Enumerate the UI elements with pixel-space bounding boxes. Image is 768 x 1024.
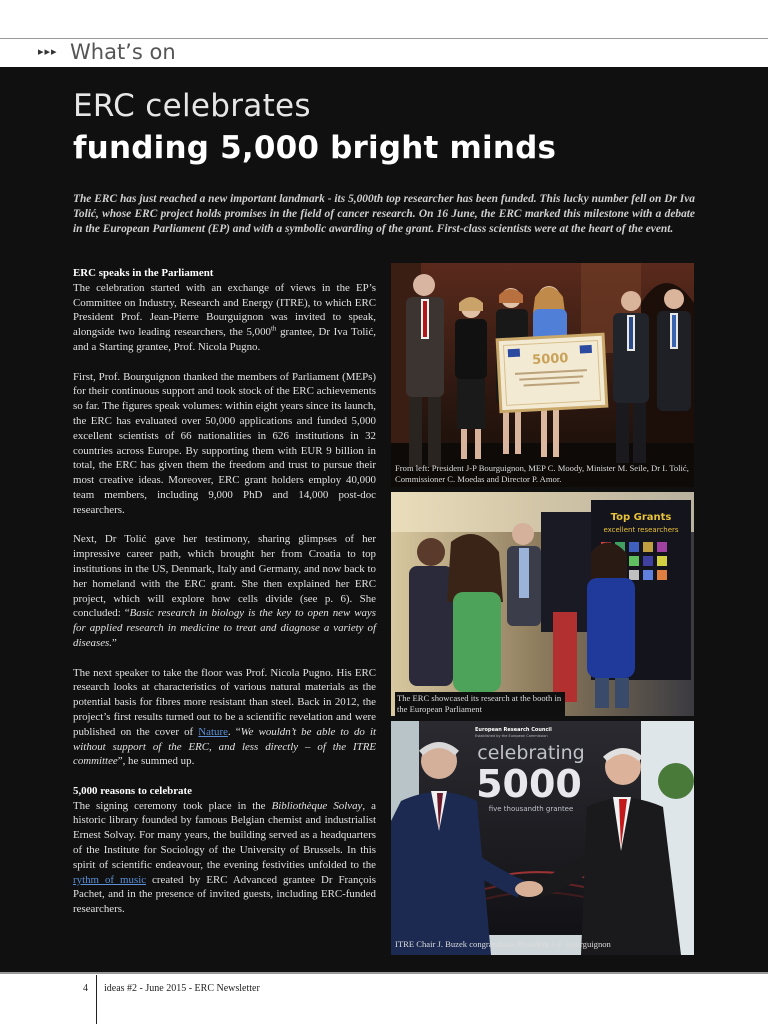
text: grantee, Dr Iva Tolić, and a Starting grantee, Prof. Nicola Pugno. — [73, 326, 376, 353]
paragraph — [73, 666, 376, 770]
paragraph — [73, 532, 376, 650]
footer-rule — [0, 972, 768, 974]
celebrating-number: 5000 — [476, 762, 582, 806]
article-title-line1: ERC celebrates — [73, 88, 311, 124]
footer-text: ideas #2 - June 2015 - ERC Newsletter — [104, 983, 260, 994]
text: ” — [112, 636, 117, 649]
certificate-number: 5000 — [531, 351, 569, 368]
section-header — [0, 38, 768, 68]
booth-banner-line1: Top Grants — [610, 512, 672, 523]
emphasis: Bibliothèque Solvay — [271, 799, 363, 812]
article-body — [73, 266, 376, 932]
booth-banner-line2: excellent researchers — [603, 526, 679, 534]
photo-group-certificate — [391, 263, 694, 487]
text: The next speaker to take the floor was Prof. Nicola Pugno. His ERC research looks at characteristics of various natural materials as the potential basis for fibres more resistant than steel. Back in 2012, the project’s first results turned out to be a scientific revelation and were published on the cover of — [73, 666, 376, 738]
text: The celebration started with an exchange of views in the EP’s Committee on Industry, Research and Energy (ITRE), to which ERC President Prof. Jean-Pierre Bourguignon was invited to speak, alongside two leading researchers, the 5,000 — [73, 281, 376, 339]
article-title-line2: funding 5,000 bright minds — [73, 130, 557, 166]
photo-handshake — [391, 721, 694, 955]
music-link[interactable]: rythm of music — [73, 873, 147, 886]
booth-photo-illustration — [391, 492, 694, 716]
group-photo-illustration — [391, 263, 694, 487]
photo-booth — [391, 492, 694, 716]
erc-org-subtitle: Established by the European Commission — [475, 734, 548, 738]
erc-org-name: European Research Council — [475, 727, 552, 733]
photo-caption-1: From left: President J-P Bourguignon, MEP C. Moody, Minister M. Seile, Dr I. Tolić, Commissioner C. Moedas and Director P. Amor. — [395, 463, 689, 484]
text: . “ — [227, 725, 241, 738]
photo-caption-2: The ERC showcased its research at the booth in the European Parliament — [395, 692, 565, 716]
section-label: What’s on — [70, 40, 176, 64]
photo-caption-3: ITRE Chair J. Buzek congratulates President J-P. Bourguignon — [395, 939, 611, 949]
paragraph: First, Prof. Bourguignon thanked the members of Parliament (MEPs) for their continuous support and took stock of the ERC achievements so far. The figures speak volumes: within eight years since its launch, the ERC has evaluated over 50,000 applications and funded 5,000 excellent scientists of 66 nationalities in 626 institutions in 32 countries across Europe. By supporting them with EUR 9 billion in total, the ERC has given them the freedom and trust to pursue their most creative ideas. Moreover, ERC grant holders employ 40,000 team members, including 9,000 PhD and 14,000 post-doc researchers. — [73, 370, 376, 516]
handshake-photo-illustration — [391, 721, 694, 955]
text: Next, Dr Tolić gave her testimony, sharing glimpses of her impressive career path, which brought her from Croatia to top institutions in the US, Denmark, Italy and Germany, and now back to her homeland with the ERC grant. She then explained her ERC project, which will explore how cells divide (see p. 6). She concluded: “ — [73, 533, 376, 620]
celebrating-text: celebrating — [477, 742, 585, 764]
quote: Basic research in biology is the key to open new ways for applied research in medicine to treat and diagnose a variety of diseases. — [73, 607, 376, 649]
text: The signing ceremony took place in the — [73, 799, 272, 812]
celebrating-subtitle: five thousandth grantee — [488, 805, 574, 813]
article-lead: The ERC has just reached a new important landmark - its 5,000th top researcher has been funded. This lucky number fell on Dr Iva Tolić, whose ERC project holds promises in the field of cancer research. On 16 June, the ERC marked this milestone with a debate in the European Parliament (EP) and with a symbolic awarding of the grant. First-class scientists were at the heart of the event. — [73, 193, 695, 236]
footer-divider — [96, 975, 97, 1024]
text: ”, he summed up. — [117, 755, 195, 768]
text: , a historic library founded by famous Belgian chemist and industrialist Ernest Solvay. For many years, the building served as a headquarters of the Institute for Sociology of the University of Brussels. In this spirit of scientific endeavour, the evening festivities unfolded to the — [73, 799, 377, 871]
quote: We wouldn’t be able to do it without support of the ERC, and less directly – of the ITRE committee — [73, 725, 377, 768]
paragraph — [73, 784, 376, 917]
page-number: 4 — [83, 983, 88, 994]
superscript: th — [270, 324, 277, 333]
subheading: 5,000 reasons to celebrate — [73, 784, 192, 797]
nature-link[interactable]: Nature — [198, 725, 228, 738]
text: created by ERC Advanced grantee Dr François Pachet, and in the presence of invited guests, including ERC-funded researchers. — [73, 873, 376, 916]
subheading: ERC speaks in the Parliament — [73, 267, 214, 279]
triple-arrow-icon: ▸▸▸ — [38, 45, 58, 58]
paragraph — [73, 266, 376, 355]
